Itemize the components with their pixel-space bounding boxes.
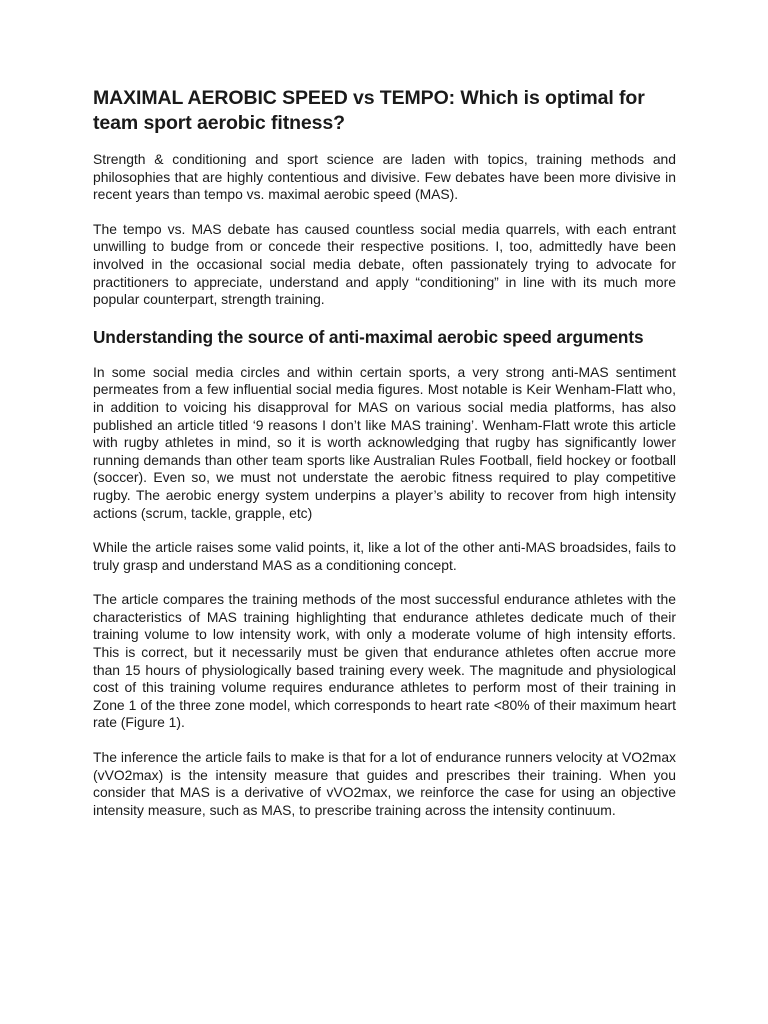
section-paragraph-3: The article compares the training methods of the most successful endurance athletes with the characteristics of MAS training highlighting that endurance athletes dedicate much of their training volume to low intensity work, with only a moderate volume of high intensity efforts. This is correct, but it necessarily must be given that endurance athletes often accrue more than 15 hours of physiologically based training every week. The magnitude and physiological cost of this training volume requires endurance athletes to perform most of their training in Zone 1 of the three zone model, which corresponds to heart rate <80% of their maximum heart rate (Figure 1). <box>93 591 676 731</box>
intro-paragraph-2: The tempo vs. MAS debate has caused countless social media quarrels, with each entrant unwilling to budge from or concede their respective positions. I, too, admittedly have been involved in the occasional social media debate, often passionately trying to advocate for practitioners to appreciate, understand and apply “conditioning” in line with its much more popular counterpart, strength training. <box>93 220 676 308</box>
section-paragraph-2: While the article raises some valid points, it, like a lot of the other anti-MAS broadsides, fails to truly grasp and understand MAS as a conditioning concept. <box>93 539 676 573</box>
document-page <box>93 86 676 836</box>
section-heading: Understanding the source of anti-maximal aerobic speed arguments <box>93 326 644 347</box>
section-paragraph-1: In some social media circles and within certain sports, a very strong anti-MAS sentiment permeates from a few influential social media figures. Most notable is Keir Wenham-Flatt who, in addition to voicing his disapproval for MAS on various social media platforms, has also published an article titled ‘9 reasons I don’t like MAS training’. Wenham-Flatt wrote this article with rugby athletes in mind, so it is worth acknowledging that rugby has significantly lower running demands than other team sports like Australian Rules Football, field hockey or football (soccer). Even so, we must not understate the aerobic fitness required to play competitive rugby. The aerobic energy system underpins a player’s ability to recover from high intensity actions (scrum, tackle, grapple, etc) <box>93 363 676 521</box>
intro-paragraph-1: Strength & conditioning and sport science are laden with topics, training methods and philosophies that are highly contentious and divisive. Few debates have been more divisive in recent years than tempo vs. maximal aerobic speed (MAS). <box>93 151 676 203</box>
document-title: MAXIMAL AEROBIC SPEED vs TEMPO: Which is optimal for team sport aerobic fitness? <box>93 87 645 134</box>
section-paragraph-4: The inference the article fails to make is that for a lot of endurance runners velocity at VO2max (vVO2max) is the intensity measure that guides and prescribes their training. When you consider that MAS is a derivative of vVO2max, we reinforce the case for using an objective intensity measure, such as MAS, to prescribe training across the intensity continuum. <box>93 749 676 818</box>
